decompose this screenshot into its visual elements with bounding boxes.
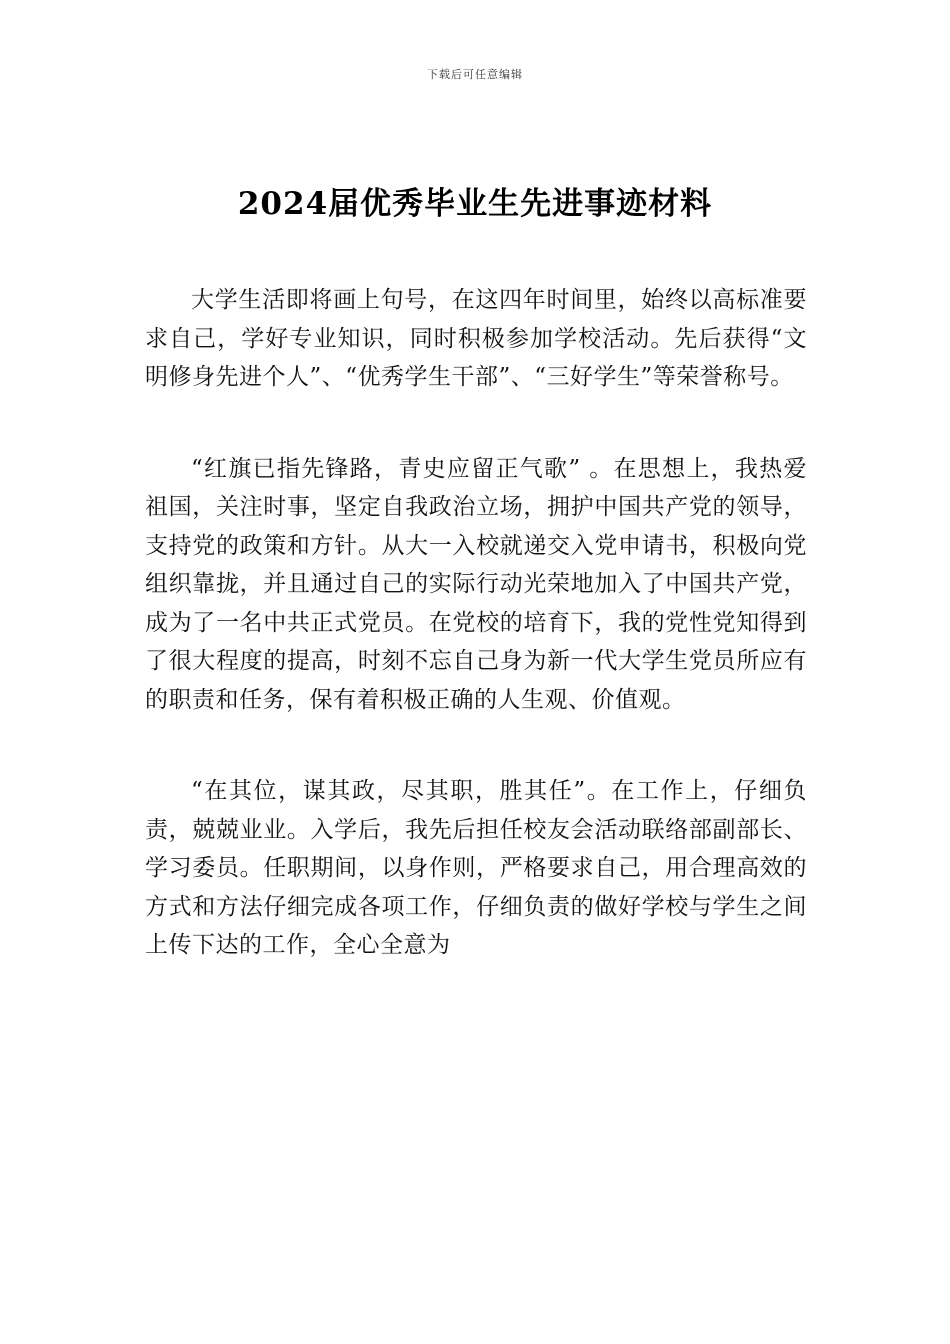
paragraph-2: “红旗已指先锋路，青史应留正气歌” 。在思想上，我热爱祖国，关注时事，坚定自我政治立场，拥护中国共产党的领导，支持党的政策和方针。从大一入校就递交入党申请书，积极向党组织靠拢，并且通过自己的实际行动光荣地加入了中国共产党，成为了一名中共正式党员。在党校的培育下，我的党性党知得到了很大程度的提高，时刻不忘自己身为新一代大学生党员所应有的职责和任务，保有着积极正确的人生观、价值观。 (145, 455, 807, 713)
paragraph-1: 大学生活即将画上句号，在这四年时间里，始终以高标准要求自己，学好专业知识，同时积极参加学校活动。先后获得“文明修身先进个人”、“优秀学生干部”、“三好学生”等荣誉称号。 (145, 287, 807, 390)
header-note: 下载后可任意编辑 (427, 68, 523, 81)
document-title: 2024届优秀毕业生先进事迹材料 (237, 186, 713, 222)
document-body (145, 281, 807, 1018)
paragraph-3: “在其位，谋其政，尽其职，胜其任”。在工作上，仔细负责，兢兢业业。入学后，我先后担任校友会活动联络部副部长、学习委员。任职期间，以身作则，严格要求自己，用合理高效的方式和方法仔细完成各项工作，仔细负责的做好学校与学生之间上传下达的工作，全心全意为 (145, 778, 807, 958)
